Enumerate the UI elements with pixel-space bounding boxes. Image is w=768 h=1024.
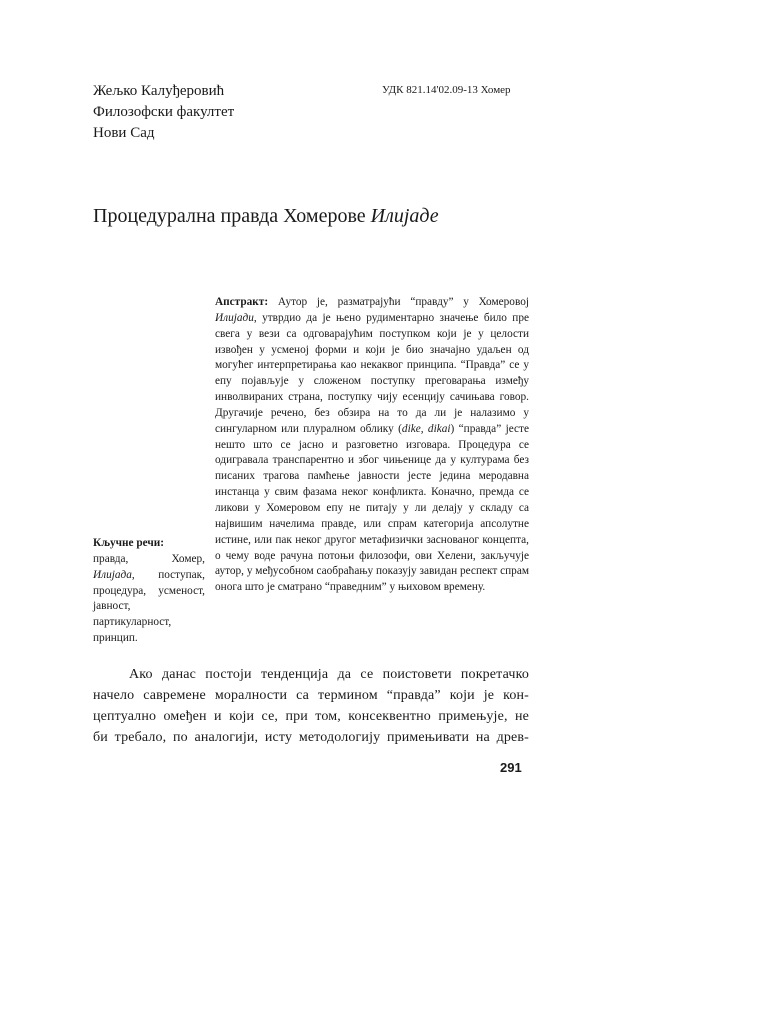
abstract-italic-2: dike, dikai	[401, 422, 451, 435]
body-line: би требало, по аналогији, исту методологију примењивати на древ-	[93, 730, 529, 745]
title-main: Процедурална правда Хомерове	[93, 205, 371, 227]
abstract	[215, 295, 529, 596]
page-number: 291	[500, 760, 522, 775]
abstract-text-2: , утврдио да је њено рудиментарно значење било пре свега у вези са одговарајућим поступком који је у целости извођен у усменој форми и који је био значајно удаљен од могућег интерпретирања као некаквог принципа. “Правда” се у епу појављује у сложеном поступку преговарања између инволвираних страна, поступку чију есенцију сачињава говор. Другачије речено, без обзира на то да ли је налазимо у сингуларном или плуралном облику (	[215, 311, 529, 435]
abstract-text-3: ) “правда” јесте нешто што се јасно и разговетно изговара. Процедура се одигравала транспарентно и због чињенице да у културама без писаних трагова памћење јавности јесте једина меродавна инстанца у свим фазама неког конфликта. Коначно, премда се ликови у Хомеровом епу не питају у ли делају у складу са највишим начелима правде, или спрам категорија апсолутне истине, или пак неког другог метафизички заснованог концепта, о чему воде рачуна потоњи филозофи, ови Хелени, закључује аутор, у међусобном саобраћању показују завидан респект спрам онога што је сматрано “праведним” у њиховом времену.	[215, 422, 529, 594]
author-city: Нови Сад	[93, 125, 155, 141]
keywords-italic: Илијада	[93, 568, 132, 581]
abstract-italic-1: Илијади	[215, 311, 254, 324]
udc-code: УДК 821.14'02.09-13 Хомер	[382, 84, 511, 96]
author-affiliation: Филозофски факултет	[93, 104, 235, 120]
keywords-text-2: , поступак, процедура, усменост, јавност, партикуларност, принцип.	[93, 568, 205, 645]
title-italic: Илијаде	[370, 205, 439, 227]
abstract-label: Апстракт:	[215, 296, 269, 308]
article-title	[93, 205, 439, 228]
body-line: цептуално омеђен и који се, при том, консеквентно примењује, не	[93, 709, 529, 724]
author-block	[93, 81, 234, 144]
keywords-label: Кључне речи:	[93, 537, 165, 549]
body-paragraph	[93, 664, 529, 748]
keywords-text-1: правда, Хомер,	[93, 552, 205, 565]
keywords	[93, 536, 205, 647]
author-name: Жељко Калуђеровић	[93, 83, 225, 99]
body-line: Ако данас постоји тенденција да се поистовети покретачко	[129, 667, 529, 682]
abstract-text-1: Аутор је, разматрајући “правду” у Хомеровој	[268, 296, 529, 308]
body-line: начело савремене моралности са термином “правда” који је кон-	[93, 688, 529, 703]
